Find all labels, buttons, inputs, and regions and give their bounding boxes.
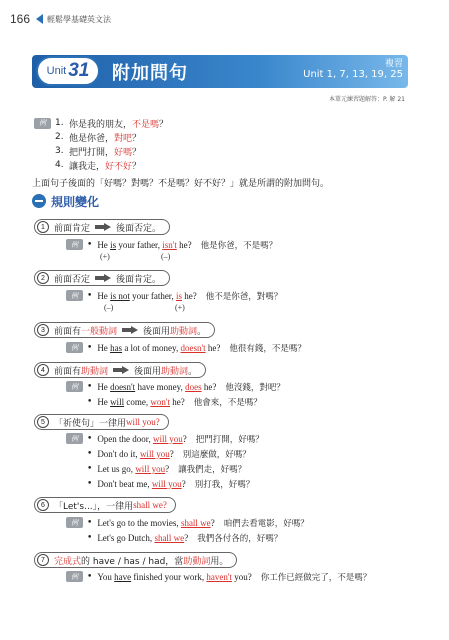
- rule-5: 5 「祈使句」一律用 will you?: [34, 414, 169, 430]
- sign-marker: (+): [100, 252, 110, 261]
- translation: 他會來，不是嗎？: [193, 397, 262, 408]
- arrow-right-icon: [122, 326, 138, 334]
- example-item: [34, 158, 414, 172]
- example-number: 3.: [55, 146, 64, 156]
- rule-number: 2: [37, 272, 49, 284]
- translation: 你工作已經做完了，不是嗎？: [260, 572, 372, 583]
- example-line: 例 • He is your father, isn't he? 他是你爸，不是嗎？: [66, 238, 277, 251]
- example-tag: 好嗎: [114, 147, 133, 158]
- example-text: 讓我走，: [69, 161, 106, 172]
- rule-4: 4 前面有 助動詞 後面用 助動詞 。: [34, 362, 206, 378]
- rule-number: 7: [37, 554, 49, 566]
- rule-7: 7 完成式 的 have / has / had，當 助動詞 用。: [34, 552, 237, 568]
- rules-heading: [32, 193, 99, 209]
- translation: 他很有錢，不是嗎？: [229, 343, 306, 354]
- example-number: 2.: [55, 132, 64, 142]
- example-line: • Don't beat me, will you? 別打我，好嗎？: [87, 478, 255, 490]
- page-number: 166: [10, 12, 31, 26]
- rule-3: 3 前面有 一般動詞 後面用 助動詞 。: [34, 322, 215, 338]
- translation: 我們各付各的，好嗎？: [197, 533, 283, 544]
- example-line: 例 • He has a lot of money, doesn't he? 他很有錢，不是嗎？: [66, 341, 306, 354]
- translation: 別打我，好嗎？: [194, 479, 255, 490]
- translation: 他沒錢，對吧？: [225, 382, 285, 393]
- example-badge: 例: [66, 517, 83, 528]
- example-badge: 例: [34, 118, 51, 129]
- example-line: 例 • You have finished your work, haven't you? 你工作已經做完了，不是嗎？: [66, 570, 371, 583]
- example-line: • He will come, won't he? 他會來，不是嗎？: [87, 396, 262, 408]
- unit-number: 31: [68, 60, 90, 81]
- example-badge: 例: [66, 342, 83, 353]
- rule-text: 前面否定: [54, 274, 91, 285]
- answer-note: 本單元練習題解答：P. 解 21: [328, 96, 405, 103]
- example-badge: 例: [66, 433, 83, 444]
- example-tag: 對吧: [114, 133, 133, 144]
- example-tag: 不是嗎: [132, 119, 160, 130]
- example-number: 1.: [55, 118, 64, 128]
- example-item: [34, 116, 414, 130]
- rule-text: 後面肯定。: [116, 274, 162, 285]
- example-line: 例 • Let's go to the movies, shall we? 咱們去看電影，好嗎？: [66, 516, 309, 529]
- rule-number: 1: [37, 221, 49, 233]
- example-text: 他是你爸，: [69, 133, 115, 144]
- unit-title: 附加問句: [112, 63, 188, 84]
- translation: 把門打開，好嗎？: [195, 434, 264, 445]
- rule-2: [34, 270, 170, 286]
- example-end: ？: [132, 133, 142, 144]
- translation: 咱們去看電影，好嗎？: [223, 518, 309, 529]
- unit-label: Unit: [46, 65, 67, 77]
- example-badge: 例: [66, 290, 83, 301]
- rule-text: 前面肯定: [54, 223, 91, 234]
- summary-text: 上面句子後面的「好嗎？對嗎？不是嗎？好不好？」就是所謂的附加問句。: [32, 179, 330, 189]
- rule-number: 5: [37, 416, 49, 428]
- unit-badge: [36, 56, 100, 86]
- book-title: 輕鬆學基礎英文法: [47, 14, 112, 24]
- example-line: • Don't do it, will you? 別這麼做，好嗎？: [87, 448, 251, 460]
- example-end: ？: [159, 119, 169, 130]
- example-item: [34, 144, 414, 158]
- sign-marker: (+): [175, 303, 185, 312]
- example-number: 4.: [55, 160, 64, 170]
- example-badge: 例: [66, 381, 83, 392]
- minus-circle-icon: [32, 194, 46, 208]
- triangle-marker-icon: [36, 14, 43, 24]
- review-box: [303, 56, 403, 80]
- page-header: [10, 11, 111, 27]
- translation: 讓我們走，好嗎？: [178, 464, 247, 475]
- example-line: • Let us go, will you? 讓我們走，好嗎？: [87, 463, 247, 475]
- rule-number: 3: [37, 324, 49, 336]
- sign-marker: (–): [104, 303, 114, 312]
- sign-marker: (–): [161, 252, 171, 261]
- example-end: ？: [132, 161, 142, 172]
- rule-1: [34, 219, 170, 235]
- rule-number: 6: [37, 499, 49, 511]
- rule-6: 6 「Let's...」，一律用 shall we?: [34, 497, 176, 513]
- example-badge: 例: [66, 571, 83, 582]
- rule-text: 後面否定。: [116, 223, 162, 234]
- review-label: 複習: [384, 59, 403, 69]
- example-line: 例 • Open the door, will you? 把門打開，好嗎？: [66, 432, 264, 445]
- translation: 他是你爸，不是嗎？: [200, 240, 278, 251]
- translation: 他不是你爸，對嗎？: [205, 291, 283, 302]
- example-end: ？: [132, 147, 142, 158]
- review-units: Unit 1, 7, 13, 19, 25: [303, 69, 403, 80]
- example-line: 例 • He doesn't have money, does he? 他沒錢，對吧？: [66, 380, 285, 393]
- arrow-right-icon: [95, 274, 111, 282]
- example-tag: 好不好: [105, 161, 133, 172]
- example-text: 你是我的朋友，: [69, 119, 133, 130]
- arrow-right-icon: [95, 223, 111, 231]
- arrow-right-icon: [113, 366, 129, 374]
- rule-number: 4: [37, 364, 49, 376]
- example-line: • Let's go Dutch, shall we? 我們各付各的，好嗎？: [87, 532, 283, 544]
- translation: 別這麼做，好嗎？: [182, 449, 251, 460]
- example-text: 把門打開，: [69, 147, 115, 158]
- example-item: [34, 130, 414, 144]
- example-badge: 例: [66, 239, 83, 250]
- rules-heading-text: 規則變化: [51, 194, 100, 209]
- example-line: 例 • He is not your father, is he? 他不是你爸，對嗎？: [66, 289, 282, 302]
